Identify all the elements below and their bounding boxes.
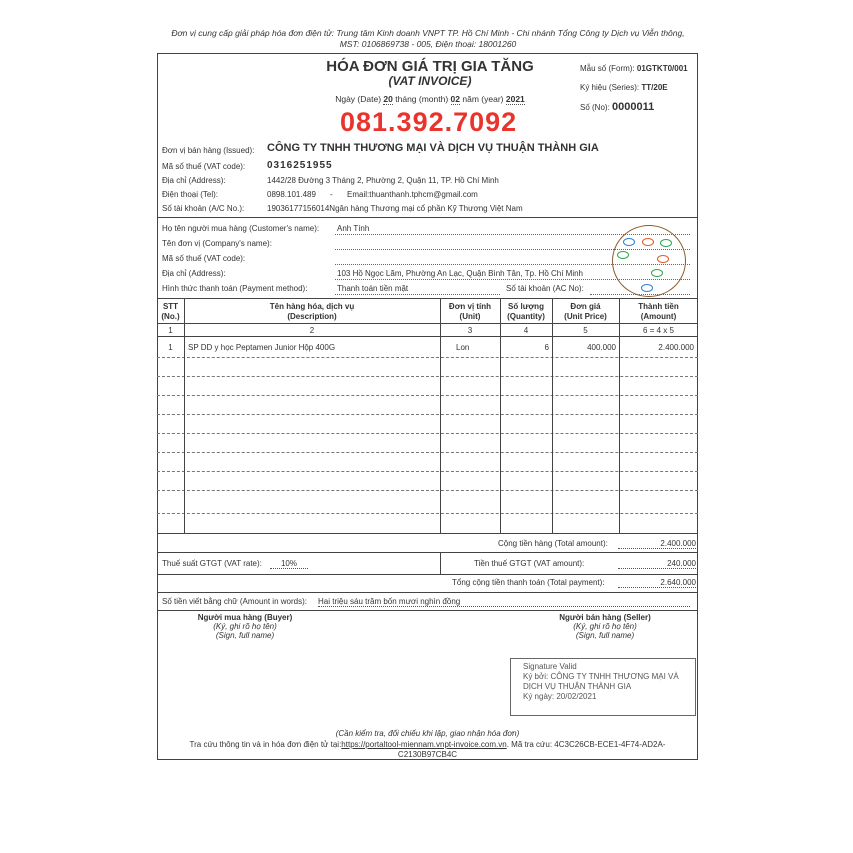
th-no xyxy=(157,302,184,322)
footer-note: (Cần kiểm tra, đối chiếu khi lập, giao nhận hóa đơn) xyxy=(335,729,520,738)
form-number xyxy=(580,64,688,73)
th-amount-vi: Thành tiền xyxy=(638,302,679,311)
th-unit-en: (Unit) xyxy=(459,312,481,321)
seller-address: 1442/28 Đường 3 Tháng 2, Phường 2, Quận 11, TP. Hồ Chí Minh xyxy=(267,176,499,185)
seller-sign-sub1: (Ký, ghi rõ họ tên) xyxy=(573,622,637,631)
row-amount: 2.400.000 xyxy=(658,343,694,352)
invoice-subtitle: (VAT INVOICE) xyxy=(388,74,472,88)
series-value: TT/20E xyxy=(641,83,668,92)
totals-divider xyxy=(157,592,698,593)
form-value: 01GTKT0/001 xyxy=(636,64,688,73)
invoice-number xyxy=(580,101,654,113)
vat-rate-value: 10% xyxy=(270,559,308,569)
th-description-en: (Description) xyxy=(287,312,337,321)
words-divider xyxy=(157,610,698,611)
seller-divider xyxy=(157,217,698,218)
buyer-account-label: Số tài khoản (AC No): xyxy=(506,284,584,293)
vat-divider xyxy=(440,552,441,574)
total-value: 2.640.000 xyxy=(618,578,696,588)
words-label: Số tiền viết bằng chữ (Amount in words): xyxy=(162,597,307,606)
row-unit: Lon xyxy=(456,343,470,352)
buyer-address-label: Địa chỉ (Address): xyxy=(162,269,226,278)
index-cell: 6 = 4 x 5 xyxy=(643,326,674,335)
row-divider xyxy=(157,357,698,358)
totals-divider xyxy=(157,574,698,575)
seller-tel-dash: - xyxy=(330,190,333,199)
table-bottom-border xyxy=(157,533,698,534)
date-prefix: Ngày (Date) xyxy=(335,94,382,104)
seller-name: CÔNG TY TNHH THƯƠNG MẠI VÀ DỊCH VỤ THUẬN THÀNH GIA xyxy=(267,142,599,154)
table-top-border xyxy=(157,298,698,299)
index-cell: 2 xyxy=(309,326,315,335)
signature-valid: Signature Valid xyxy=(523,662,577,671)
doodle-face-icon xyxy=(641,284,653,292)
buyer-payment: Thanh toán tiền mặt xyxy=(337,284,409,293)
row-divider xyxy=(157,490,698,491)
th-unit xyxy=(440,302,500,322)
buyer-sign-title: Người mua hàng (Buyer) xyxy=(197,613,293,622)
vat-rate-label: Thuế suất GTGT (VAT rate): xyxy=(162,559,262,568)
index-cell: 5 xyxy=(583,326,588,335)
series xyxy=(580,83,668,92)
seller-address-label: Địa chỉ (Address): xyxy=(162,176,226,185)
th-description xyxy=(184,302,440,322)
th-unit-vi: Đơn vị tính xyxy=(448,302,492,311)
th-amount-en: (Amount) xyxy=(640,312,677,321)
no-value: 0000011 xyxy=(612,101,655,113)
vat-amount-value: 240.000 xyxy=(618,559,696,569)
buyer-company-label: Tên đơn vị (Company's name): xyxy=(162,239,272,248)
buyer-address: 103 Hồ Ngọc Lãm, Phường An Lạc, Quận Bình Tân, Tp. Hồ Chí Minh xyxy=(337,269,583,278)
th-no-en: (No.) xyxy=(161,312,180,321)
row-divider xyxy=(157,471,698,472)
buyer-sign-sub2: (Sign, full name) xyxy=(215,631,275,640)
year-label: năm (year) xyxy=(462,94,504,104)
signed-by-line-1: Ký bởi: CÔNG TY TNHH THƯƠNG MẠI VÀ xyxy=(523,672,679,681)
seller-email: Email:thuanthanh.tphcm@gmail.com xyxy=(347,190,478,199)
row-divider xyxy=(157,433,698,434)
doodle-face-icon xyxy=(657,255,669,263)
dotline xyxy=(335,294,500,295)
vat-amount-label: Tiền thuế GTGT (VAT amount): xyxy=(474,559,585,568)
buyer-payment-label: Hình thức thanh toán (Payment method): xyxy=(162,284,308,293)
invoice-title: HÓA ĐƠN GIÁ TRỊ GIA TĂNG xyxy=(326,58,534,75)
provider-info xyxy=(158,28,698,50)
row-divider xyxy=(157,452,698,453)
lookup-prefix: Tra cứu thông tin và in hóa đơn điện tử tại: xyxy=(189,740,342,749)
month-label: tháng (month) xyxy=(395,94,449,104)
lookup-code-prefix: . Mã tra cứu: 4C3C26CB-ECE1-4F74-AD2A- xyxy=(506,740,666,749)
doodle-face-icon xyxy=(651,269,663,277)
row-no: 1 xyxy=(168,343,173,352)
th-no-vi: STT xyxy=(162,302,179,311)
seller-signature xyxy=(520,613,690,640)
footer-lookup xyxy=(160,740,695,760)
doodle-face-icon xyxy=(642,238,654,246)
phone-overlay: 081.392.7092 xyxy=(340,107,518,137)
digital-signature-box xyxy=(510,658,696,716)
index-cell: 3 xyxy=(467,326,473,335)
invoice-date xyxy=(300,94,560,104)
th-quantity-en: (Quantity) xyxy=(507,312,545,321)
signed-date: Ký ngày: 20/02/2021 xyxy=(523,692,597,701)
doodle-face-icon xyxy=(660,239,672,247)
seller-sign-title: Người bán hàng (Seller) xyxy=(559,613,651,622)
signed-by-line-2: DỊCH VỤ THUẬN THÀNH GIA xyxy=(523,682,632,691)
table-index-border xyxy=(157,336,698,337)
invoice-frame xyxy=(157,53,698,760)
index-cell: 1 xyxy=(168,326,173,335)
form-label: Mẫu số (Form): xyxy=(580,64,635,73)
th-unit-price-en: (Unit Price) xyxy=(564,312,607,321)
lookup-code-suffix: C2130B97CB4C xyxy=(397,750,458,759)
provider-line-1: Đơn vị cung cấp giải pháp hóa đơn điện tử: Trung tâm Kinh doanh VNPT TP. Hồ Chí Minh - Chi nhánh Tổng Công ty Dịch vụ Viễn thông, xyxy=(171,28,685,38)
seller-tel: 0898.101.489 xyxy=(267,190,316,199)
th-quantity xyxy=(500,302,552,322)
seller-account-label: Số tài khoản (A/C No.): xyxy=(162,204,245,213)
seller-issued-label: Đơn vị bán hàng (Issued): xyxy=(162,146,255,155)
row-description: SP DD y học Peptamen Junior Hộp 400G xyxy=(188,343,336,352)
row-divider xyxy=(157,414,698,415)
subtotal-label: Cộng tiền hàng (Total amount): xyxy=(498,539,608,548)
row-divider xyxy=(157,376,698,377)
seller-account: 19036177156014Ngân hàng Thương mại cổ phần Kỹ Thương Việt Nam xyxy=(267,204,523,213)
date-month: 02 xyxy=(450,94,461,104)
no-label: Số (No): xyxy=(580,103,610,112)
buyer-sign-sub1: (Ký, ghi rõ họ tên) xyxy=(213,622,277,631)
totals-divider xyxy=(157,552,698,553)
th-unit-price-vi: Đơn giá xyxy=(570,302,601,311)
seller-tax: 0316251955 xyxy=(267,160,333,171)
date-year: 2021 xyxy=(505,94,525,104)
subtotal-value: 2.400.000 xyxy=(618,539,696,549)
buyer-tax-label: Mã số thuế (VAT code): xyxy=(162,254,246,263)
row-unit-price: 400.000 xyxy=(587,343,616,352)
words-value: Hai triệu sáu trăm bốn mươi nghìn đồng xyxy=(318,597,690,607)
seller-tel-label: Điện thoại (Tel): xyxy=(162,190,219,199)
row-divider xyxy=(157,395,698,396)
buyer-customer: Anh Tính xyxy=(337,224,370,233)
stamp-graphic xyxy=(612,225,686,297)
doodle-face-icon xyxy=(617,251,629,259)
series-label: Ký hiệu (Series): xyxy=(580,83,640,92)
total-label: Tổng cộng tiền thanh toán (Total payment): xyxy=(452,578,605,587)
th-quantity-vi: Số lượng xyxy=(508,302,544,311)
lookup-link[interactable]: https://portaltool-miennam.vnpt-invoice.com.vn xyxy=(341,740,507,749)
row-divider xyxy=(157,513,698,514)
row-quantity: 6 xyxy=(544,343,549,352)
th-description-vi: Tên hàng hóa, dịch vụ xyxy=(269,302,355,311)
date-day: 20 xyxy=(383,94,393,104)
buyer-customer-label: Họ tên người mua hàng (Customer's name): xyxy=(162,224,320,233)
th-amount xyxy=(619,302,698,322)
seller-tax-label: Mã số thuế (VAT code): xyxy=(162,162,246,171)
th-unit-price xyxy=(552,302,619,322)
doodle-face-icon xyxy=(623,238,635,246)
table-header-border xyxy=(157,323,698,324)
buyer-signature xyxy=(160,613,330,640)
index-cell: 4 xyxy=(523,326,529,335)
seller-sign-sub2: (Sign, full name) xyxy=(575,631,635,640)
provider-line-2: MST: 0106869738 - 005, Điện thoại: 18001260 xyxy=(339,39,517,49)
